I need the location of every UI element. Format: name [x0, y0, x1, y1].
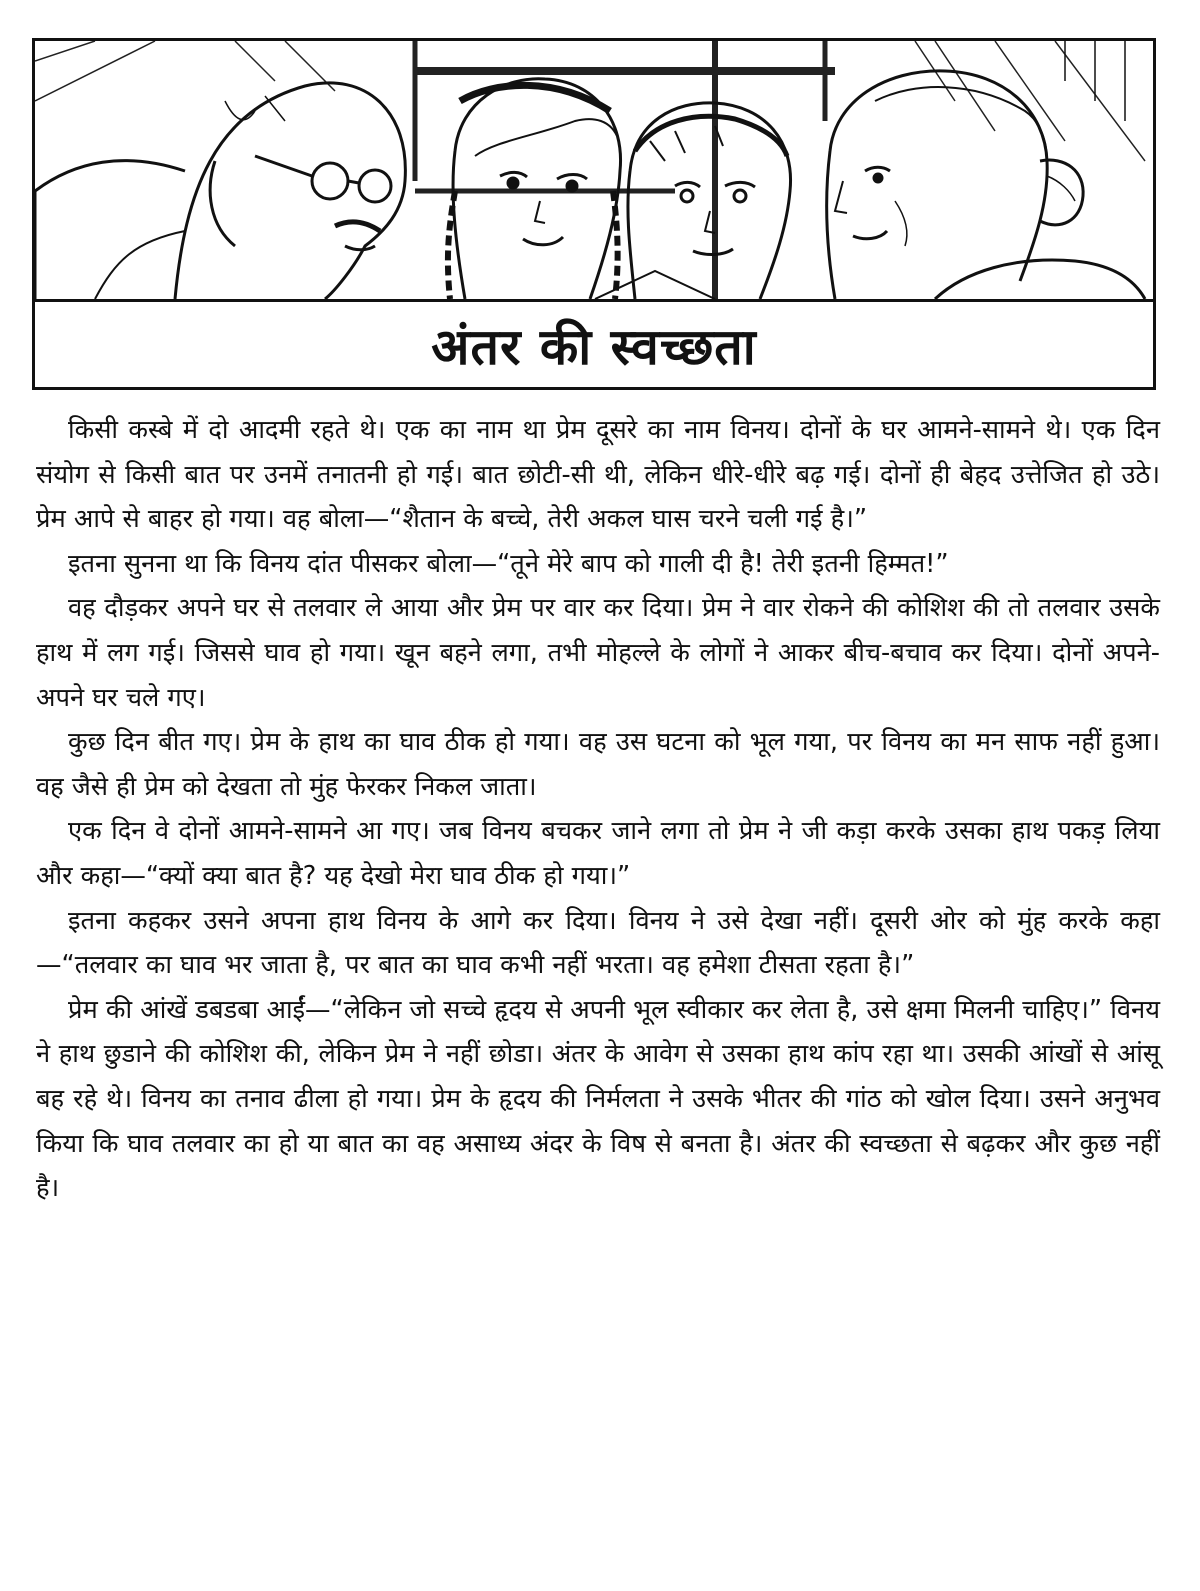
story-body	[36, 408, 1160, 1211]
paragraph-6: इतना कहकर उसने अपना हाथ विनय के आगे कर दिया। विनय ने उसे देखा नहीं। दूसरी ओर को मुंह करके कहा—“तलवार का घाव भर जाता है, पर बात का घाव कभी नहीं भरता। वह हमेशा टीसता रहता है।”	[36, 905, 1160, 981]
paragraph-2: इतना सुनना था कि विनय दांत पीसकर बोला—“तूने मेरे बाप को गाली दी है! तेरी इतनी हिम्मत!”	[68, 548, 949, 579]
old-woman-figure	[827, 41, 1145, 299]
boy-figure	[595, 103, 791, 299]
paragraph-3: वह दौड़कर अपने घर से तलवार ले आया और प्रेम पर वार कर दिया। प्रेम ने वार रोकने की कोशिश की तो तलवार उसके हाथ में लग गई। जिससे घाव हो गया। खून बहने लगा, तभी मोहल्ले के लोगों ने आकर बीच-बचाव कर दिया। दोनों अपने-अपने घर चले गए।	[36, 593, 1160, 713]
paragraph-5: एक दिन वे दोनों आमने-सामने आ गए। जब विनय बचकर जाने लगा तो प्रेम ने जी कड़ा करके उसका हाथ पकड़ लिया और कहा—“क्यों क्या बात है? यह देखो मेरा घाव ठीक हो गया।”	[36, 816, 1160, 891]
illustration-drawing	[35, 41, 1153, 299]
paragraph-4: कुछ दिन बीत गए। प्रेम के हाथ का घाव ठीक हो गया। वह उस घटना को भूल गया, पर विनय का मन साफ नहीं हुआ। वह जैसे ही प्रेम को देखता तो मुंह फेरकर निकल जाता।	[36, 727, 1160, 802]
paragraph-7: प्रेम की आंखें डबडबा आईं—“लेकिन जो सच्चे हृदय से अपनी भूल स्वीकार कर लेता है, उसे क्षमा मिलनी चाहिए।” विनय ने हाथ छुडाने की कोशिश की, लेकिन प्रेम ने नहीं छोडा। अंतर के आवेग से उसका हाथ कांप रहा था। उसकी आंखों से आंसू बह रहे थे। विनय का तनाव ढीला हो गया। प्रेम के हृदय की निर्मलता ने उसके भीतर की गांठ को खोल दिया। उसने अनुभव किया कि घाव तलवार का हो या बात का वह असाध्य अंदर के विष से बनता है। अंतर की स्वच्छता से बढ़कर और कुछ नहीं है।	[36, 994, 1160, 1204]
title-band	[35, 302, 1153, 387]
window-frame	[35, 41, 1145, 299]
header-frame	[32, 38, 1156, 390]
old-man-figure	[35, 83, 405, 299]
story-illustration	[35, 41, 1153, 302]
story-title: अंतर की स्वच्छता	[431, 317, 757, 376]
paragraph-1: किसी कस्बे में दो आदमी रहते थे। एक का नाम था प्रेम दूसरे का नाम विनय। दोनों के घर आमने-सामने थे। एक दिन संयोग से किसी बात पर उनमें तनातनी हो गई। बात छोटी-सी थी, लेकिन धीरे-धीरे बढ़ गई। दोनों ही बेहद उत्तेजित हो उठे। प्रेम आपे से बाहर हो गया। वह बोला—“शैतान के बच्चे, तेरी अकल घास चरने चली गई है।”	[36, 415, 1160, 535]
